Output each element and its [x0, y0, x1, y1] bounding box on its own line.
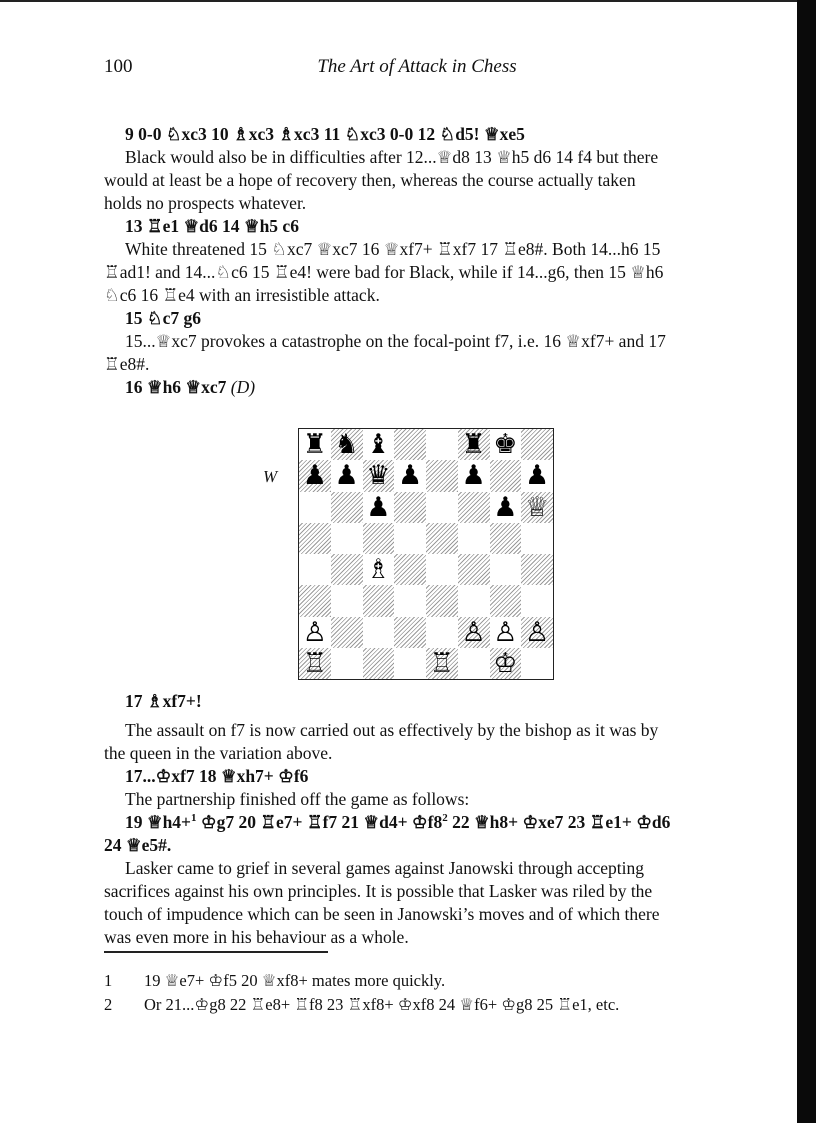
square-h7 [521, 460, 553, 491]
square-a6 [299, 492, 331, 523]
square-f1 [458, 648, 490, 679]
square-g3 [490, 585, 522, 616]
chess-piece: ♟ [366, 491, 391, 523]
page-number: 100 [104, 56, 133, 77]
chess-piece: ♖ [302, 647, 327, 679]
square-d7 [394, 460, 426, 491]
square-a5 [299, 523, 331, 554]
square-d2 [394, 617, 426, 648]
square-g7 [490, 460, 522, 491]
footnote-number: 2 [104, 995, 113, 1014]
text-line: would at least be a hope of recovery then, whereas the course actually taken [104, 170, 636, 190]
chess-diagram [298, 428, 554, 680]
chess-piece: ♜ [461, 429, 486, 461]
top-edge-line [0, 0, 816, 2]
square-b7 [331, 460, 363, 491]
move-line [125, 376, 255, 398]
move-line: 17 ♗xf7+! [125, 691, 202, 711]
chess-piece: ♙ [302, 616, 327, 648]
chess-piece: ♝ [366, 429, 391, 461]
square-h5 [521, 523, 553, 554]
square-b5 [331, 523, 363, 554]
square-e2 [426, 617, 458, 648]
diagram-marker: (D) [230, 377, 256, 397]
chess-piece: ♟ [525, 460, 550, 492]
chess-piece: ♞ [334, 429, 359, 461]
square-h6 [521, 492, 553, 523]
text-line: Lasker came to grief in several games against Janowski through accepting [125, 858, 644, 878]
chess-piece: ♟ [302, 460, 327, 492]
chess-piece: ♙ [493, 616, 518, 648]
square-c8 [363, 429, 395, 460]
square-h3 [521, 585, 553, 616]
square-e6 [426, 492, 458, 523]
footnote-ref: 1 [191, 812, 197, 825]
square-c4 [363, 554, 395, 585]
chess-piece: ♖ [429, 647, 454, 679]
square-e1 [426, 648, 458, 679]
text-line: Black would also be in difficulties after 12...♕d8 13 ♕h5 d6 14 f4 but there [125, 147, 659, 167]
text-line: the queen in the variation above. [104, 743, 333, 763]
square-a3 [299, 585, 331, 616]
chess-piece: ♕ [525, 491, 550, 523]
square-c3 [363, 585, 395, 616]
move-line: 13 ♖e1 ♕d6 14 ♕h5 c6 [125, 216, 299, 236]
text-line: holds no prospects whatever. [104, 193, 307, 213]
move-text: 16 ♕h6 ♕xc7 [125, 377, 227, 397]
footnote-text: Or 21...♔g8 22 ♖e8+ ♖f8 23 ♖xf8+ ♔xf8 24 ♕f6+ ♔g8 25 ♖e1, etc. [144, 995, 620, 1014]
square-d5 [394, 523, 426, 554]
square-b2 [331, 617, 363, 648]
square-f2 [458, 617, 490, 648]
square-a8 [299, 429, 331, 460]
square-g6 [490, 492, 522, 523]
square-h4 [521, 554, 553, 585]
text-line: The assault on f7 is now carried out as effectively by the bishop as it was by [125, 720, 659, 740]
footnote-divider [104, 951, 328, 953]
chess-piece: ♟ [493, 491, 518, 523]
square-e8 [426, 429, 458, 460]
square-h8 [521, 429, 553, 460]
chess-piece: ♟ [398, 460, 423, 492]
square-c6 [363, 492, 395, 523]
chess-piece: ♜ [302, 429, 327, 461]
footnote-text: 19 ♕e7+ ♔f5 20 ♕xf8+ mates more quickly. [144, 971, 446, 990]
square-f6 [458, 492, 490, 523]
text-line: touch of impudence which can be seen in Janowski’s moves and of which there [104, 904, 660, 924]
text-line: was even more in his behaviour as a whole. [104, 927, 409, 947]
text-line: ♖ad1! and 14...♘c6 15 ♖e4! were bad for Black, while if 14...g6, then 15 ♕h6 [104, 262, 664, 282]
text-line: ♖e8#. [104, 354, 150, 374]
square-g8 [490, 429, 522, 460]
square-a1 [299, 648, 331, 679]
move-line: 17...♔xf7 18 ♕xh7+ ♔f6 [125, 766, 309, 786]
square-f7 [458, 460, 490, 491]
square-b3 [331, 585, 363, 616]
text-line: White threatened 15 ♘xc7 ♕xc7 16 ♕xf7+ ♖xf7 17 ♖e8#. Both 14...h6 15 [125, 239, 661, 259]
square-e3 [426, 585, 458, 616]
square-d1 [394, 648, 426, 679]
square-a2 [299, 617, 331, 648]
move-text: ♔g7 20 ♖e7+ ♖f7 21 ♕d4+ ♔f8 [196, 812, 443, 832]
move-line: 15 ♘c7 g6 [125, 308, 201, 328]
chess-board [299, 429, 553, 679]
square-b6 [331, 492, 363, 523]
chess-piece: ♚ [493, 429, 518, 461]
square-g1 [490, 648, 522, 679]
square-g2 [490, 617, 522, 648]
chess-piece: ♟ [334, 460, 359, 492]
move-line: 24 ♕e5#. [104, 835, 172, 855]
square-b8 [331, 429, 363, 460]
square-c2 [363, 617, 395, 648]
square-g5 [490, 523, 522, 554]
page-edge-shadow [797, 0, 816, 1123]
square-d8 [394, 429, 426, 460]
text-line: The partnership finished off the game as follows: [125, 789, 470, 809]
square-d3 [394, 585, 426, 616]
square-f3 [458, 585, 490, 616]
square-d6 [394, 492, 426, 523]
square-a7 [299, 460, 331, 491]
text-line: 15...♕xc7 provokes a catastrophe on the focal-point f7, i.e. 16 ♕xf7+ and 17 [125, 331, 666, 351]
text-line: sacrifices against his own principles. It is possible that Lasker was riled by the [104, 881, 653, 901]
side-to-move-label: W [263, 467, 278, 486]
square-c5 [363, 523, 395, 554]
chess-piece: ♙ [461, 616, 486, 648]
square-e5 [426, 523, 458, 554]
move-line: 9 0-0 ♘xc3 10 ♗xc3 ♗xc3 11 ♘xc3 0-0 12 ♘d5! ♕xe5 [125, 124, 525, 144]
square-f5 [458, 523, 490, 554]
square-b1 [331, 648, 363, 679]
square-d4 [394, 554, 426, 585]
square-h2 [521, 617, 553, 648]
square-e7 [426, 460, 458, 491]
chess-piece: ♛ [366, 460, 391, 492]
square-a4 [299, 554, 331, 585]
chess-piece: ♟ [461, 460, 486, 492]
square-f4 [458, 554, 490, 585]
square-f8 [458, 429, 490, 460]
chess-piece: ♔ [493, 647, 518, 679]
move-text: 22 ♕h8+ ♔xe7 23 ♖e1+ ♔d6 [447, 812, 671, 832]
footnote-number: 1 [104, 971, 113, 990]
chess-piece: ♗ [366, 554, 391, 586]
text-line: ♘c6 16 ♖e4 with an irresistible attack. [104, 285, 380, 305]
book-title: The Art of Attack in Chess [317, 56, 517, 77]
square-b4 [331, 554, 363, 585]
square-c7 [363, 460, 395, 491]
square-c1 [363, 648, 395, 679]
square-h1 [521, 648, 553, 679]
running-header [104, 56, 730, 80]
move-text: 19 ♕h4+ [125, 812, 192, 832]
square-e4 [426, 554, 458, 585]
square-g4 [490, 554, 522, 585]
footnote-ref: 2 [442, 812, 448, 825]
chess-piece: ♙ [525, 616, 550, 648]
move-line [125, 811, 670, 833]
